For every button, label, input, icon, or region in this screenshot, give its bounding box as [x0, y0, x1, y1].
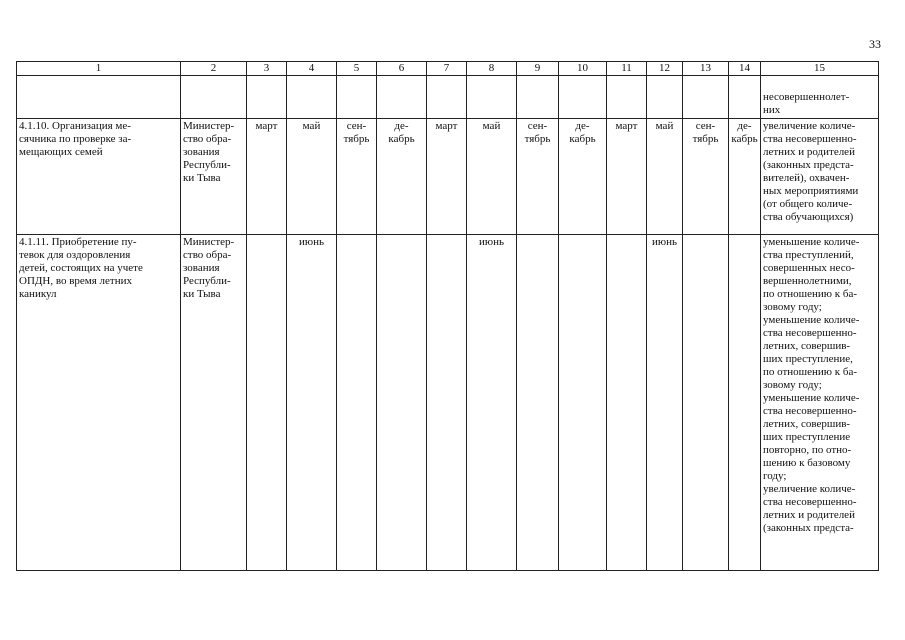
- month-cell: [247, 235, 287, 571]
- month-cell: [427, 235, 467, 571]
- column-number-row: [17, 62, 879, 76]
- month-cell: май: [467, 119, 517, 235]
- task-cell: 4.1.11. Приобретение пу- тевок для оздоровления детей, состоящих на учете ОПДН, во время летних каникул: [17, 235, 181, 571]
- indicator-cell: увеличение количе- ства несовершенно- летних и родителей (законных предста- вителей), охвачен- ных мероприятиями (от общего количе- ства обучающихся): [761, 119, 879, 235]
- task-cell: 4.1.10. Организация ме- сячника по проверке за- мещающих семей: [17, 119, 181, 235]
- table-row: [17, 235, 879, 571]
- indicator-cell: уменьшение количе- ства преступлений, совершенных несо- вершеннолетними, по отношению к ба- зовому году; уменьшение количе- ства несовершенно- летних, совершив- ших преступление, по отношению к ба- зовому году; уменьшение количе- ства несовершенно- летних, совершив- ших преступление повторно, по отно- шению к базовому году; увеличение количе- ства несовершенно- летних и родителей (законных предста-: [761, 235, 879, 571]
- month-cell: [517, 235, 559, 571]
- month-cell: март: [247, 119, 287, 235]
- month-cell: июнь: [287, 235, 337, 571]
- month-cell: [337, 235, 377, 571]
- column-number: 10: [559, 62, 607, 76]
- month-cell: июнь: [647, 235, 683, 571]
- column-number: 6: [377, 62, 427, 76]
- column-number: 12: [647, 62, 683, 76]
- month-cell: [377, 235, 427, 571]
- month-cell: де- кабрь: [377, 119, 427, 235]
- month-cell: май: [647, 119, 683, 235]
- month-cell: [683, 235, 729, 571]
- column-number: 4: [287, 62, 337, 76]
- column-number: 2: [181, 62, 247, 76]
- continuation-indicator: несовершеннолет- них: [763, 91, 850, 116]
- column-number: 11: [607, 62, 647, 76]
- month-cell: [607, 235, 647, 571]
- table-row: [17, 119, 879, 235]
- column-number: 7: [427, 62, 467, 76]
- column-number: 1: [17, 62, 181, 76]
- column-number: 14: [729, 62, 761, 76]
- page-number: 33: [869, 37, 881, 51]
- month-cell: де- кабрь: [559, 119, 607, 235]
- column-number: 13: [683, 62, 729, 76]
- month-cell: [729, 235, 761, 571]
- responsible-cell: Министер- ство обра- зования Республи- ки Тыва: [181, 235, 247, 571]
- month-cell: сен- тябрь: [517, 119, 559, 235]
- month-cell: сен- тябрь: [683, 119, 729, 235]
- responsible-cell: Министер- ство обра- зования Республи- ки Тыва: [181, 119, 247, 235]
- month-cell: июнь: [467, 235, 517, 571]
- column-number: 9: [517, 62, 559, 76]
- month-cell: [559, 235, 607, 571]
- month-cell: май: [287, 119, 337, 235]
- plan-table: [16, 61, 879, 571]
- column-number: 15: [761, 62, 879, 76]
- column-number: 3: [247, 62, 287, 76]
- column-number: 8: [467, 62, 517, 76]
- column-number: 5: [337, 62, 377, 76]
- continuation-row: [17, 76, 879, 119]
- month-cell: сен- тябрь: [337, 119, 377, 235]
- month-cell: де- кабрь: [729, 119, 761, 235]
- month-cell: март: [607, 119, 647, 235]
- month-cell: март: [427, 119, 467, 235]
